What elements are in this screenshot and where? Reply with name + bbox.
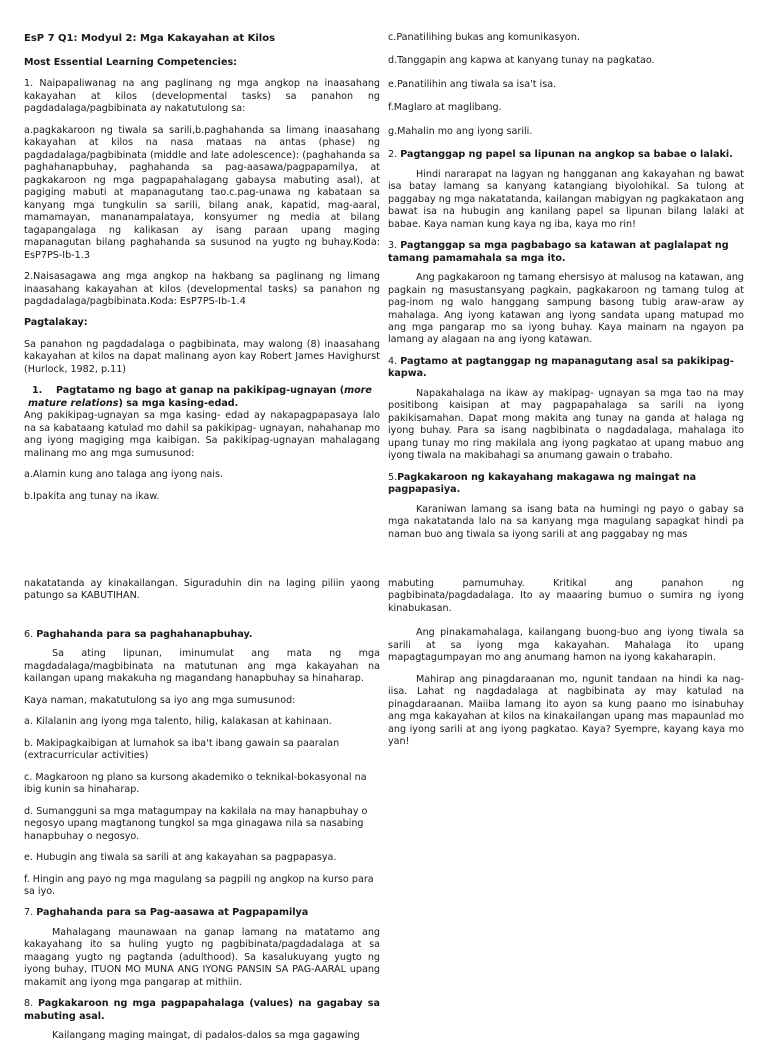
item-3-heading — [388, 240, 744, 265]
item-6-lead: Kaya naman, makatutulong sa iyo ang mga sumusunod: — [24, 694, 296, 706]
item-6-body: Sa ating lipunan, iminumulat ang mata ng mga magdadalaga/magbibinata na matutunan ang mga kakayahan na kailangan upang makakuha ng magandang hanapbuhay sa hinaharap. — [24, 648, 380, 685]
item-5-body: Karaniwan lamang sa isang bata na humingi ng payo o gabay sa mga nakatatanda lalo na sa kanyang mga magulang sapagkat hindi pa naman buo ang tiwala sa iyong sarili at ang paggabay ng mas — [388, 503, 744, 540]
item-1-heading-b: ) sa mga kasing-edad. — [118, 397, 239, 409]
item-1-list-e: e.Panatilihin ang tiwala sa isa't isa. — [388, 78, 557, 90]
item-4-title: Pagtamo at pagtanggap ng mapanagutang asal sa pakikipag-kapwa. — [388, 355, 734, 380]
melc-heading: Most Essential Learning Competencies: — [24, 57, 237, 68]
item-8-title: Pagkakaroon ng mga pagpapahalaga (values) na gagabay sa mabuting asal. — [24, 998, 380, 1022]
item-7-number: 7. — [24, 907, 34, 919]
closing-paragraph-3: Mahirap ang pinagdaraanan mo, ngunit tandaan na hindi ka nag-iisa. Lahat ng nagdadalaga at nagbibinata ay may katulad na pinagdaraanan. Maiiba lamang ito ayon sa kung paano mo isinabuhay ang mga kakayahan at kilos na kinakailangan upang mas mapaunlad mo ang iyong sarili at ang iyong pagkatao. Kaya? Syempre, kayang kaya mo yan! — [388, 673, 744, 748]
item-1-heading-em: more mature relations — [28, 385, 372, 409]
item-7-body: Mahalagang maunawaan na ganap lamang na matatamo ang kakayahang ito sa huling yugto ng pagbibinata/pagdadalaga at sa maagang yugto ng pagtanda (adulthood). Sa kasalukuyang yugto ng iyong buhay, ITUON MO MUNA ANG IYONG PANSIN SA PAG-AARAL upang makamit ang iyong mga pangarap at mithiin. — [24, 926, 380, 988]
left-column — [24, 32, 380, 512]
melc-1: 1. Naipapaliwanag na ang paglinang ng mga angkop na inaasahang kakayahan at kilos (developmental tasks) sa panahon ng pagdadalaga/pagbibinata ay nakatutulong sa: — [24, 78, 380, 115]
item-1-list-a: a.Alamin kung ano talaga ang iyong nais. — [24, 469, 224, 481]
item-6-heading — [24, 629, 380, 641]
item-2-heading — [388, 149, 744, 161]
item-6-list-a: a. Kilalanin ang iyong mga talento, hilig, kalakasan at kahinaan. — [24, 716, 332, 728]
right-column-bottom — [388, 578, 744, 758]
item-1-list-d: d.Tanggapin ang kapwa at kanyang tunay na pagkatao. — [388, 55, 655, 67]
item-7-heading — [24, 907, 380, 919]
melc-2: 2.Naisasagawa ang mga angkop na hakbang sa paglinang ng limang inaasahang kakayahan at kilos (developmental tasks) sa panahon ng pagdadalaga/pagbibinata.Koda: EsP7PS-Ib-1.4 — [24, 271, 380, 307]
item-1-list-b: b.Ipakita ang tunay na ikaw. — [24, 490, 160, 502]
item-8-number: 8. — [24, 998, 34, 1010]
pagtalakay-heading: Pagtalakay: — [24, 317, 88, 329]
item-6-list-b: b. Makipagkaibigan at lumahok sa iba't ibang gawain sa paaralan (extracurricular activities) — [24, 737, 340, 762]
item-1-number: 1. — [32, 385, 43, 397]
item-5-number: 5. — [388, 471, 398, 483]
item-6-list-d: d. Sumangguni sa mga matagumpay na kakilala na may hanapbuhay o negosyo upang magtanong tungkol sa mga ginagawa nila sa nasabing hanapbuhay o negosyo. — [24, 805, 368, 842]
item-7-title: Paghahanda para sa Pag-aasawa at Pagpapamilya — [36, 907, 309, 919]
item-2-title: Pagtanggap ng papel sa lipunan na angkop sa babae o lalaki. — [400, 149, 733, 161]
item-4-body: Napakahalaga na ikaw ay makipag- ugnayan sa mga tao na may positibong kaisipan at may pagpapahalaga sa sarili na iyong pakikisamahan. Dapat mong makita ang tunay na ganda at halaga ng iyong buhay. Para sa isang nagbibinata o nagdadalaga, mahalaga ito upang tunay mo ring makilala ang iyong pagkatao at upang mabuo ang iyong tiwala na makibahagi sa anumang gawain o trabaho. — [388, 387, 744, 462]
item-4-number: 4. — [388, 355, 398, 367]
item-1-body: Ang pakikipag-ugnayan sa mga kasing- edad ay nakapagpapasaya lalo na sa kabataang katulad mo dahil sa pakikipag- ugnayan, nahahanap mo ang iyong magiging mga kaibigan. Sa pakikipag-ugnayan mahalagang malinang mo ang mga sumusunod: — [24, 410, 380, 459]
page-bottom — [0, 512, 768, 1042]
item-5-continuation: nakatatanda ay kinakailangan. Siguraduhin din na laging piliin yaong patungo sa KABUTIHAN. — [24, 578, 380, 602]
item-6-title: Paghahanda para sa paghahanapbuhay. — [36, 628, 253, 640]
item-4-heading — [388, 356, 744, 381]
item-1-list-g: g.Mahalin mo ang iyong sarili. — [388, 125, 533, 137]
item-3-body: Ang pagkakaroon ng tamang ehersisyo at malusog na katawan, ang pagkain ng masustansyang pagkain, pagkakaroon ng tamang tulog at pag-inom ng walo hanggang sampung basong tubig araw-araw ay mahalaga. Ang iyong katawan ang iyong sandata upang matupad mo ang mga pangarap mo sa iyong buhay. Kaya mainam na ngayon pa lamang ay alagaan na ang iyong katawan. — [388, 272, 744, 346]
item-1-heading-a: Pagtatamo ng bago at ganap na pakikipag-ugnayan ( — [56, 385, 345, 397]
item-3-title: Pagtanggap sa mga pagbabago sa katawan at paglalapat ng tamang pamamahala sa mga ito. — [388, 240, 729, 264]
item-5-title: Pagkakaroon ng kakayahang makagawa ng maingat na pagpapasiya. — [388, 471, 697, 496]
item-1-list-f: f.Maglaro at maglibang. — [388, 102, 502, 114]
item-6-list-e: e. Hubugin ang tiwala sa sarili at ang kakayahan sa pagpapasya. — [24, 852, 337, 864]
item-6-list-f: f. Hingin ang payo ng mga magulang sa pagpili ng angkop na kurso para sa iyo. — [24, 873, 374, 897]
item-8-heading — [24, 998, 380, 1023]
item-8-body: Kailangang maging maingat, di padalos-dalos sa mga gagawing — [52, 1030, 360, 1042]
left-column-bottom — [24, 578, 380, 1052]
item-2-number: 2. — [388, 149, 398, 161]
closing-paragraph-1: mabuting pamumuhay. Kritikal ang panahon ng pagbibinata/pagdadalaga. Ito ay maaaring bumuo o sumira ng iyong kinabukasan. — [388, 578, 744, 614]
right-column — [388, 32, 744, 550]
item-5-heading — [388, 472, 744, 497]
melc-1-detail: a.pagkakaroon ng tiwala sa sarili,b.paghahanda sa limang inaasahang kakayahan at kilos na nasa mataas na antas (phase) ng pagdadalaga/pagbibinata (middle and late adolescence): (paghahanda sa paghahanapbuhay, paghahanda sa pag-aasawa/pagpapamilya, at pagkakaroon ng mga pagpapahalagang gabaysa mabuting asal), at pagiging mabuti at mapanagutang tao.c.pag-unawa ng kabataan sa kanyang mga tungkulin sa sarili, bilang anak, kapatid, mag-aaral, mamamayan, mananampalataya, konsyumer ng media at bilang tagapangalaga ng kalikasan ay isang paraan upang maging mapanagutan bilang paghahanda sa susunod na yugto ng buhay.Koda: EsP7PS-Ib-1.3 — [24, 124, 380, 261]
closing-paragraph-2: Ang pinakamahalaga, kailangang buong-buo ang iyong tiwala sa sarili at sa iyong mga kakayahan. Mahalaga ito upang mapagtagumpayan mo ang anumang hamon na iyong kakaharapin. — [388, 627, 744, 664]
intro-paragraph: Sa panahon ng pagdadalaga o pagbibinata, may walong (8) inaasahang kakayahan at kilos na dapat malinang ayon kay Robert James Havighurst (Hurlock, 1982, p.11) — [24, 338, 380, 375]
item-6-list-c: c. Magkaroon ng plano sa kursong akademiko o teknikal-bokasyonal na ibig kunin sa hinaharap. — [24, 771, 367, 796]
module-title: EsP 7 Q1: Modyul 2: Mga Kakayahan at Kilos — [24, 33, 276, 44]
item-1-heading — [28, 385, 380, 410]
item-2-body: Hindi nararapat na lagyan ng hangganan ang kakayahan ng bawat isa batay lamang sa kanyang katangiang biyolohikal. Sa tulong at paggabay ng mga nakatatanda, kailangan mabigyan ng pagkakataon ang bawat isa na hubugin ang kanilang papel sa lipunan bilang lalaki at babae. Kaya naman kung kaya ng iba, kaya mo rin! — [388, 168, 744, 230]
item-6-number: 6. — [24, 628, 34, 640]
item-3-number: 3. — [388, 240, 398, 252]
item-1-list-c: c.Panatilihing bukas ang komunikasyon. — [388, 32, 581, 43]
